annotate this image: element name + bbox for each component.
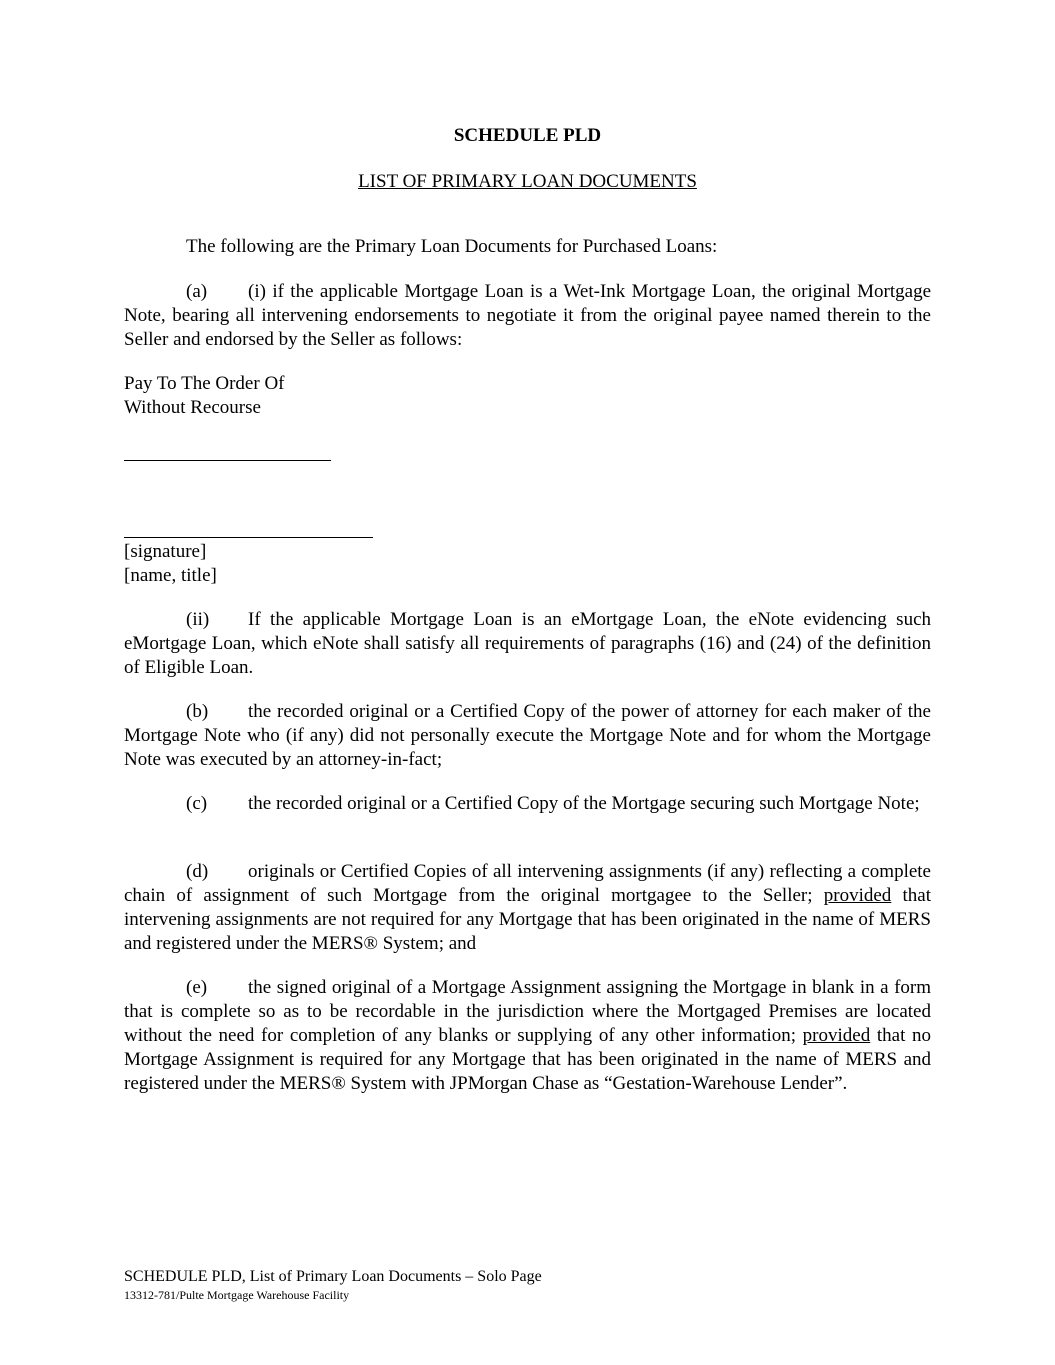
item-a-paragraph [124,280,931,352]
item-a-ii-paragraph [124,608,931,680]
item-e-text-2: that no Mortgage Assignment is required for any Mortgage that has been originated in the name of MERS and registered under the MERS® System with JPMorgan Chase as “Gestation-Warehouse Lender”. [124,1025,931,1094]
item-b-paragraph [124,700,931,772]
item-a-sublabel: (i) [248,281,266,302]
item-d-text-2: that intervening assignments are not required for any Mortgage that has been originated in the name of MERS and registered under the MERS® System; and [124,885,932,954]
endorsement-line-1: Pay To The Order Of [124,373,285,394]
item-a-text: if the applicable Mortgage Loan is a Wet-Ink Mortgage Loan, the original Mortgage Note, bearing all intervening endorsements to negotiate it from the original payee named therein to the Seller and endorsed by the Seller as follows: [124,281,932,350]
endorsement-line-2: Without Recourse [124,397,261,418]
item-c-paragraph [124,792,931,816]
intro-text: The following are the Primary Loan Documents for Purchased Loans: [186,236,718,257]
page-title: SCHEDULE PLD [453,125,602,146]
item-a-ii-label: (ii) [186,609,210,630]
item-b-label: (b) [186,701,209,722]
signature-placeholder: [signature] [124,541,207,562]
item-d-text-1: originals or Certified Copies of all intervening assignments (if any) reflecting a complete chain of assignment of such Mortgage from the original mortgagee to the Seller; [124,861,931,906]
footer-title: SCHEDULE PLD, List of Primary Loan Documents – Solo Page [124,1268,542,1285]
intro-paragraph [124,235,931,259]
item-b-text: the recorded original or a Certified Copy of the power of attorney for each maker of the Mortgage Note who (if any) did not personally execute the Mortgage Note and for whom the Mortgage Note was executed by an attorney-in-fact; [124,701,931,770]
endorsee-blank-line [124,460,331,461]
name-title-placeholder: [name, title] [124,565,217,586]
item-d-proviso: provided [823,885,892,906]
item-c-label: (c) [186,793,208,814]
page-subtitle-text: LIST OF PRIMARY LOAN DOCUMENTS [358,171,697,192]
item-e-text-1: the signed original of a Mortgage Assignment assigning the Mortgage in blank in a form that is complete so as to be recordable in the jurisdiction where the Mortgaged Premises are located without the need for completion of any blanks or supplying of any other information; [124,977,931,1046]
item-e-proviso: provided [802,1025,871,1046]
item-e-paragraph [124,976,931,1096]
page-subtitle [124,170,931,194]
item-a-label: (a) [186,281,208,302]
item-a-ii-text: If the applicable Mortgage Loan is an eMortgage Loan, the eNote evidencing such eMortgage Loan, which eNote shall satisfy all requirements of paragraphs (16) and (24) of the definition of Eligible Loan. [124,609,931,678]
signature-line [124,537,373,538]
footer-reference: 13312-781/Pulte Mortgage Warehouse Facility [124,1288,350,1302]
item-e-label: (e) [186,977,208,998]
item-c-text: the recorded original or a Certified Copy of the Mortgage securing such Mortgage Note; [248,793,920,814]
item-d-paragraph [124,860,931,956]
item-d-label: (d) [186,861,209,882]
